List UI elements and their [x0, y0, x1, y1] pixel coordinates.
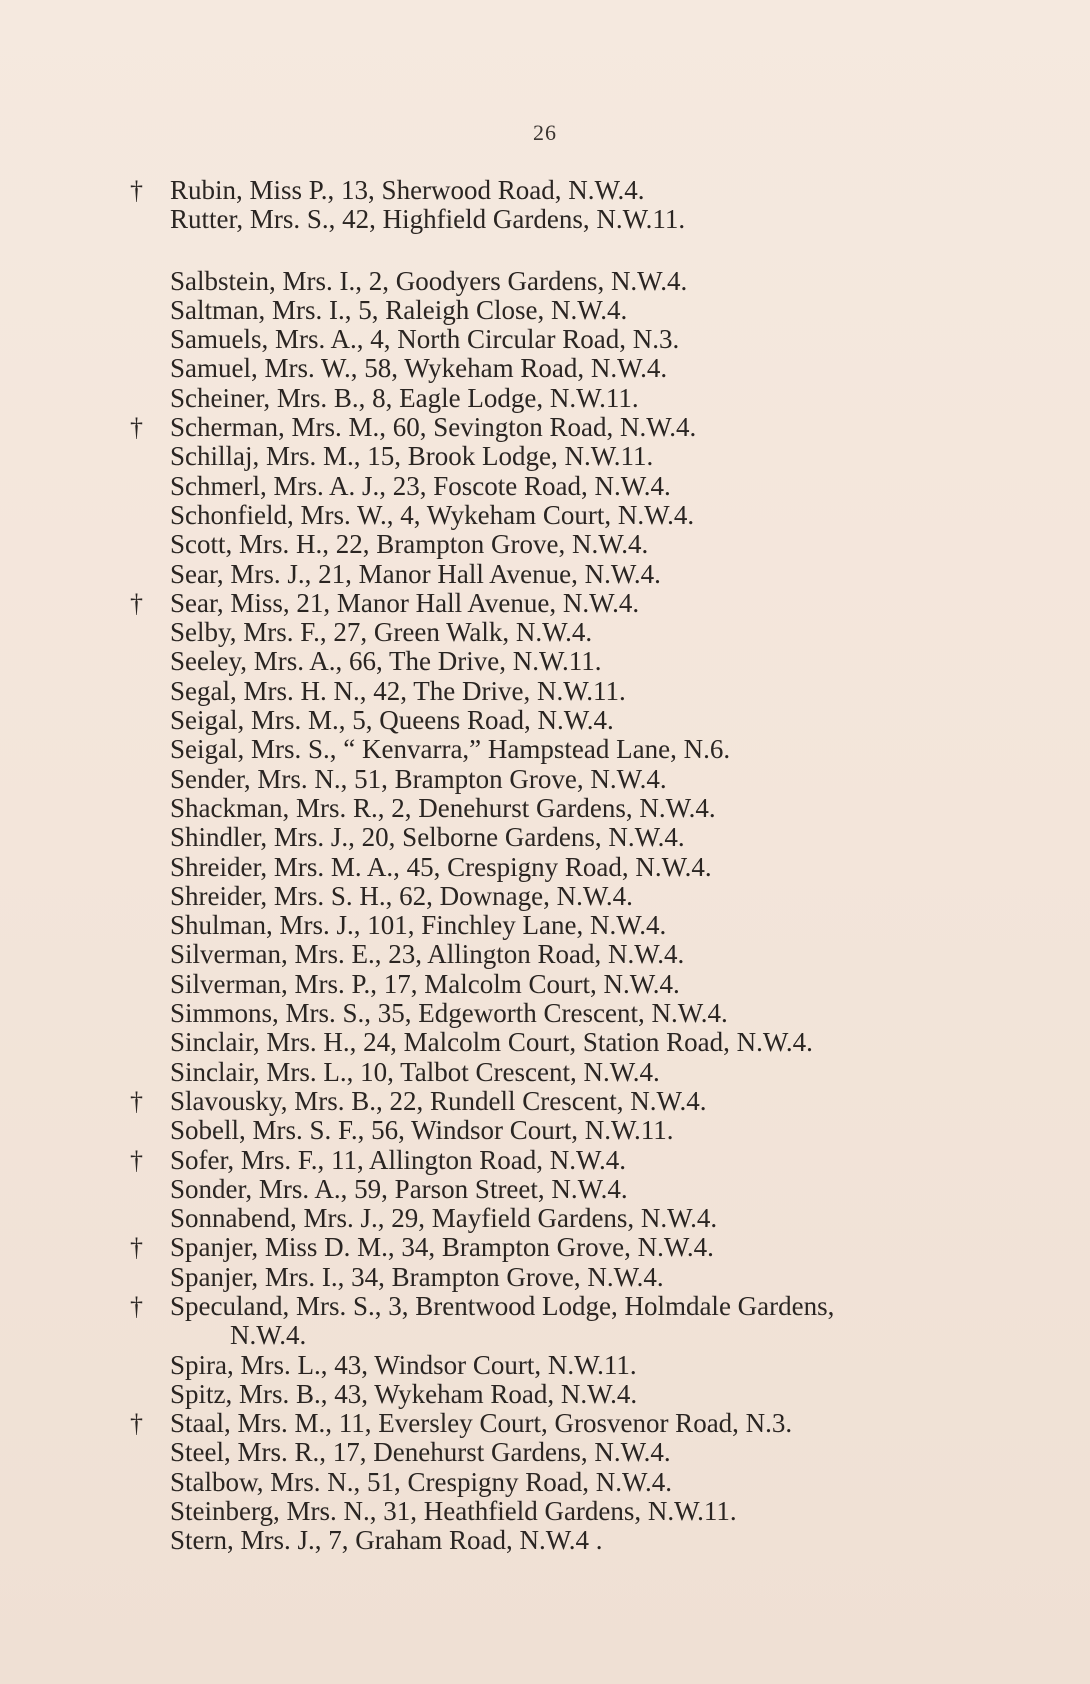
list-item [130, 205, 1030, 234]
list-item [130, 384, 1030, 413]
entry-text: Steinberg, Mrs. N., 31, Heathfield Gardens, N.W.11. [170, 1496, 737, 1527]
list-item [130, 1468, 1030, 1497]
list-item [130, 765, 1030, 794]
list-item [130, 442, 1030, 471]
list-item [130, 501, 1030, 530]
list-item [130, 706, 1030, 735]
entry-text: Steel, Mrs. R., 17, Denehurst Gardens, N.W.4. [170, 1437, 671, 1468]
dagger-mark: † [130, 1409, 143, 1439]
entry-text: Segal, Mrs. H. N., 42, The Drive, N.W.11. [170, 675, 626, 706]
list-item [130, 1116, 1030, 1145]
entry-text: Samuel, Mrs. W., 58, Wykeham Road, N.W.4. [170, 353, 668, 384]
entry-text: Shackman, Mrs. R., 2, Denehurst Gardens, N.W.4. [170, 792, 716, 823]
dagger-mark: † [130, 588, 143, 618]
entry-text: Scherman, Mrs. M., 60, Sevington Road, N.W.4. [170, 412, 697, 443]
list-item [130, 735, 1030, 764]
dagger-mark: † [130, 1086, 143, 1116]
entry-text: Seeley, Mrs. A., 66, The Drive, N.W.11. [170, 646, 602, 677]
list-item [130, 970, 1030, 999]
entry-text: Seigal, Mrs. S., “ Kenvarra,” Hampstead Lane, N.6. [170, 734, 731, 765]
list-item [130, 823, 1030, 852]
list-item [130, 1058, 1030, 1087]
entry-text: Spitz, Mrs. B., 43, Wykeham Road, N.W.4. [170, 1378, 638, 1409]
list-item [130, 472, 1030, 501]
list-item [130, 176, 1030, 205]
entry-text: Selby, Mrs. F., 27, Green Walk, N.W.4. [170, 617, 593, 648]
entry-text: Saltman, Mrs. I., 5, Raleigh Close, N.W.4. [170, 294, 628, 325]
page-number: 26 [533, 120, 557, 145]
list-item [130, 999, 1030, 1028]
list-item [130, 1233, 1030, 1262]
list-item [130, 794, 1030, 823]
entry-group [130, 267, 1030, 1556]
entry-text: Spanjer, Mrs. I., 34, Brampton Grove, N.W.4. [170, 1261, 664, 1292]
list-item [130, 1409, 1030, 1438]
entry-continuation [130, 1321, 1030, 1350]
list-item [130, 1351, 1030, 1380]
dagger-mark: † [130, 413, 143, 443]
entry-text: Sinclair, Mrs. L., 10, Talbot Crescent, N.W.4. [170, 1056, 660, 1087]
list-item [130, 677, 1030, 706]
entry-text: Sear, Mrs. J., 21, Manor Hall Avenue, N.W.4. [170, 558, 661, 589]
list-item [130, 267, 1030, 296]
list-item [130, 1028, 1030, 1057]
entry-text: Sobell, Mrs. S. F., 56, Windsor Court, N.W.11. [170, 1115, 674, 1146]
entry-text: Shindler, Mrs. J., 20, Selborne Gardens, N.W.4. [170, 822, 685, 853]
entry-text: Stalbow, Mrs. N., 51, Crespigny Road, N.W.4. [170, 1466, 672, 1497]
entry-text: Silverman, Mrs. P., 17, Malcolm Court, N.W.4. [170, 968, 680, 999]
member-listing [130, 176, 1030, 1556]
entry-text: Salbstein, Mrs. I., 2, Goodyers Gardens, N.W.4. [170, 265, 688, 296]
list-item [130, 325, 1030, 354]
entry-text: Shulman, Mrs. J., 101, Finchley Lane, N.W.4. [170, 910, 667, 941]
entry-text: Sear, Miss, 21, Manor Hall Avenue, N.W.4. [170, 587, 640, 618]
entry-text: Sofer, Mrs. F., 11, Allington Road, N.W.4. [170, 1144, 627, 1175]
entry-text: Slavousky, Mrs. B., 22, Rundell Crescent, N.W.4. [170, 1085, 707, 1116]
list-item [130, 1438, 1030, 1467]
entry-group [130, 176, 1030, 235]
list-item [130, 560, 1030, 589]
list-item [130, 1087, 1030, 1116]
list-item [130, 1497, 1030, 1526]
list-item [130, 1526, 1030, 1555]
list-item [130, 647, 1030, 676]
entry-text: Scheiner, Mrs. B., 8, Eagle Lodge, N.W.11. [170, 382, 639, 413]
list-item [130, 853, 1030, 882]
list-item [130, 413, 1030, 442]
entry-text: Shreider, Mrs. M. A., 45, Crespigny Road, N.W.4. [170, 851, 712, 882]
dagger-mark: † [130, 1233, 143, 1263]
entry-text: Spanjer, Miss D. M., 34, Brampton Grove, N.W.4. [170, 1232, 714, 1263]
entry-text: Spira, Mrs. L., 43, Windsor Court, N.W.11. [170, 1349, 637, 1380]
entry-text: Schonfield, Mrs. W., 4, Wykeham Court, N.W.4. [170, 499, 695, 530]
list-item [130, 1175, 1030, 1204]
entry-text: N.W.4. [230, 1320, 307, 1351]
list-item [130, 530, 1030, 559]
entry-text: Rutter, Mrs. S., 42, Highfield Gardens, N.W.11. [170, 204, 686, 235]
list-item [130, 1263, 1030, 1292]
entry-text: Stern, Mrs. J., 7, Graham Road, N.W.4 . [170, 1525, 603, 1556]
entry-text: Schillaj, Mrs. M., 15, Brook Lodge, N.W.11. [170, 441, 654, 472]
list-item [130, 1204, 1030, 1233]
list-item [130, 618, 1030, 647]
entry-text: Scott, Mrs. H., 22, Brampton Grove, N.W.4. [170, 529, 649, 560]
dagger-mark: † [130, 1291, 143, 1321]
entry-text: Silverman, Mrs. E., 23, Allington Road, N.W.4. [170, 939, 685, 970]
list-item [130, 1146, 1030, 1175]
list-item [130, 296, 1030, 325]
list-item [130, 589, 1030, 618]
entry-text: Staal, Mrs. M., 11, Eversley Court, Grosvenor Road, N.3. [170, 1408, 793, 1439]
entry-text: Sonnabend, Mrs. J., 29, Mayfield Gardens, N.W.4. [170, 1203, 718, 1234]
entry-text: Sender, Mrs. N., 51, Brampton Grove, N.W.4. [170, 763, 667, 794]
entry-text: Speculand, Mrs. S., 3, Brentwood Lodge, Holmdale Gardens, [170, 1290, 835, 1321]
entry-text: Schmerl, Mrs. A. J., 23, Foscote Road, N.W.4. [170, 470, 671, 501]
list-item [130, 1380, 1030, 1409]
list-item [130, 911, 1030, 940]
entry-text: Sonder, Mrs. A., 59, Parson Street, N.W.4. [170, 1173, 628, 1204]
list-item [130, 354, 1030, 383]
entry-text: Rubin, Miss P., 13, Sherwood Road, N.W.4. [170, 175, 645, 205]
entry-text: Seigal, Mrs. M., 5, Queens Road, N.W.4. [170, 705, 614, 736]
entry-text: Sinclair, Mrs. H., 24, Malcolm Court, Station Road, N.W.4. [170, 1027, 813, 1058]
list-item [130, 940, 1030, 969]
entry-text: Simmons, Mrs. S., 35, Edgeworth Crescent, N.W.4. [170, 998, 728, 1029]
list-item [130, 1292, 1030, 1321]
entry-text: Samuels, Mrs. A., 4, North Circular Road, N.3. [170, 324, 680, 355]
dagger-mark: † [130, 1145, 143, 1175]
entry-text: Shreider, Mrs. S. H., 62, Downage, N.W.4. [170, 880, 633, 911]
dagger-mark: † [130, 176, 143, 205]
list-item [130, 882, 1030, 911]
